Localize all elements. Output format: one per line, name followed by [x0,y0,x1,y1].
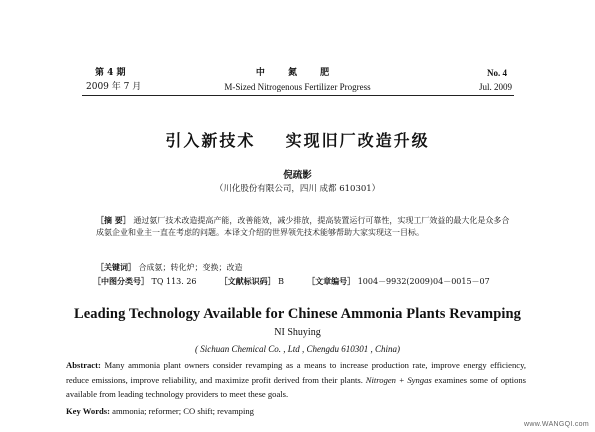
keywords-text-cn: 合成氨；转化炉；变换；改造 [138,263,243,272]
article-no-label: ［文章编号］ [307,277,356,286]
keywords-label-cn: ［关键词］ [96,263,136,272]
affiliation-en: ( Sichuan Chemical Co. , Ltd , Chengdu 610301 , China) [195,344,400,354]
doc-code-value: B [278,277,285,286]
classification-row [93,276,490,287]
doc-code-label: ［文献标识码］ [219,277,276,286]
clc-value: TQ 113. 26 [151,277,197,286]
abstract-label-en: Abstract: [66,360,101,370]
article-title-en: Leading Technology Available for Chinese Ammonia Plants Revamping [73,306,522,322]
journal-name-en: M-Sized Nitrogenous Fertilizer Progress [224,82,371,92]
article-no-value: 1004－9932(2009)04－0015－07 [357,277,490,286]
abstract-text-cn: 通过氨厂技术改造提高产能，改善能效，减少排放，提高装置运行可靠性，实现工厂效益的最大化是众多合成氨企业和业主一直在考虑的问题。本译文介绍的世界领先技术能够帮助大家实现这一目标。 [96,216,510,237]
keywords-text-en: ammonia; reformer; CO shift; revamping [112,406,254,416]
abstract-cn [96,215,511,239]
affiliation-cn: （川化股份有限公司，四川 成都 610301） [214,184,381,194]
article-title-cn: 引入新技术 实现旧厂改造升级 [165,131,430,150]
clc-label: ［中图分类号］ [93,277,149,286]
abstract-label-cn: ［摘 要］ [96,216,131,225]
abstract-en [66,358,526,402]
site-watermark: www.WANGQI.com [524,421,589,428]
issue-number-en: No. 4 [487,68,507,78]
keywords-label-en: Key Words: [66,406,111,416]
abstract-text-en: Many ammonia plant owners consider revamping as a means to increase production rate, improve energy efficiency, reduce emissions, improve reliability, and maximize profit derived from their plants. [66,360,526,385]
abstract-italic-en: Nitrogen + Syngas [365,374,432,385]
abstract-tail-en: examines some of options available from leading technology providers to meet these goals. [66,374,527,399]
keywords-cn [96,262,511,274]
header-rule [82,95,514,96]
issue-date-en: Jul. 2009 [478,82,512,92]
issue-number-cn: 第 4 期 [95,68,126,78]
author-cn: 倪疏影 [283,170,312,181]
author-en: NI Shuying [274,327,321,338]
issue-date-cn: 2009 年 7 月 [86,82,142,92]
journal-name-cn: 中 氮 肥 [255,68,340,78]
keywords-en [66,406,254,416]
